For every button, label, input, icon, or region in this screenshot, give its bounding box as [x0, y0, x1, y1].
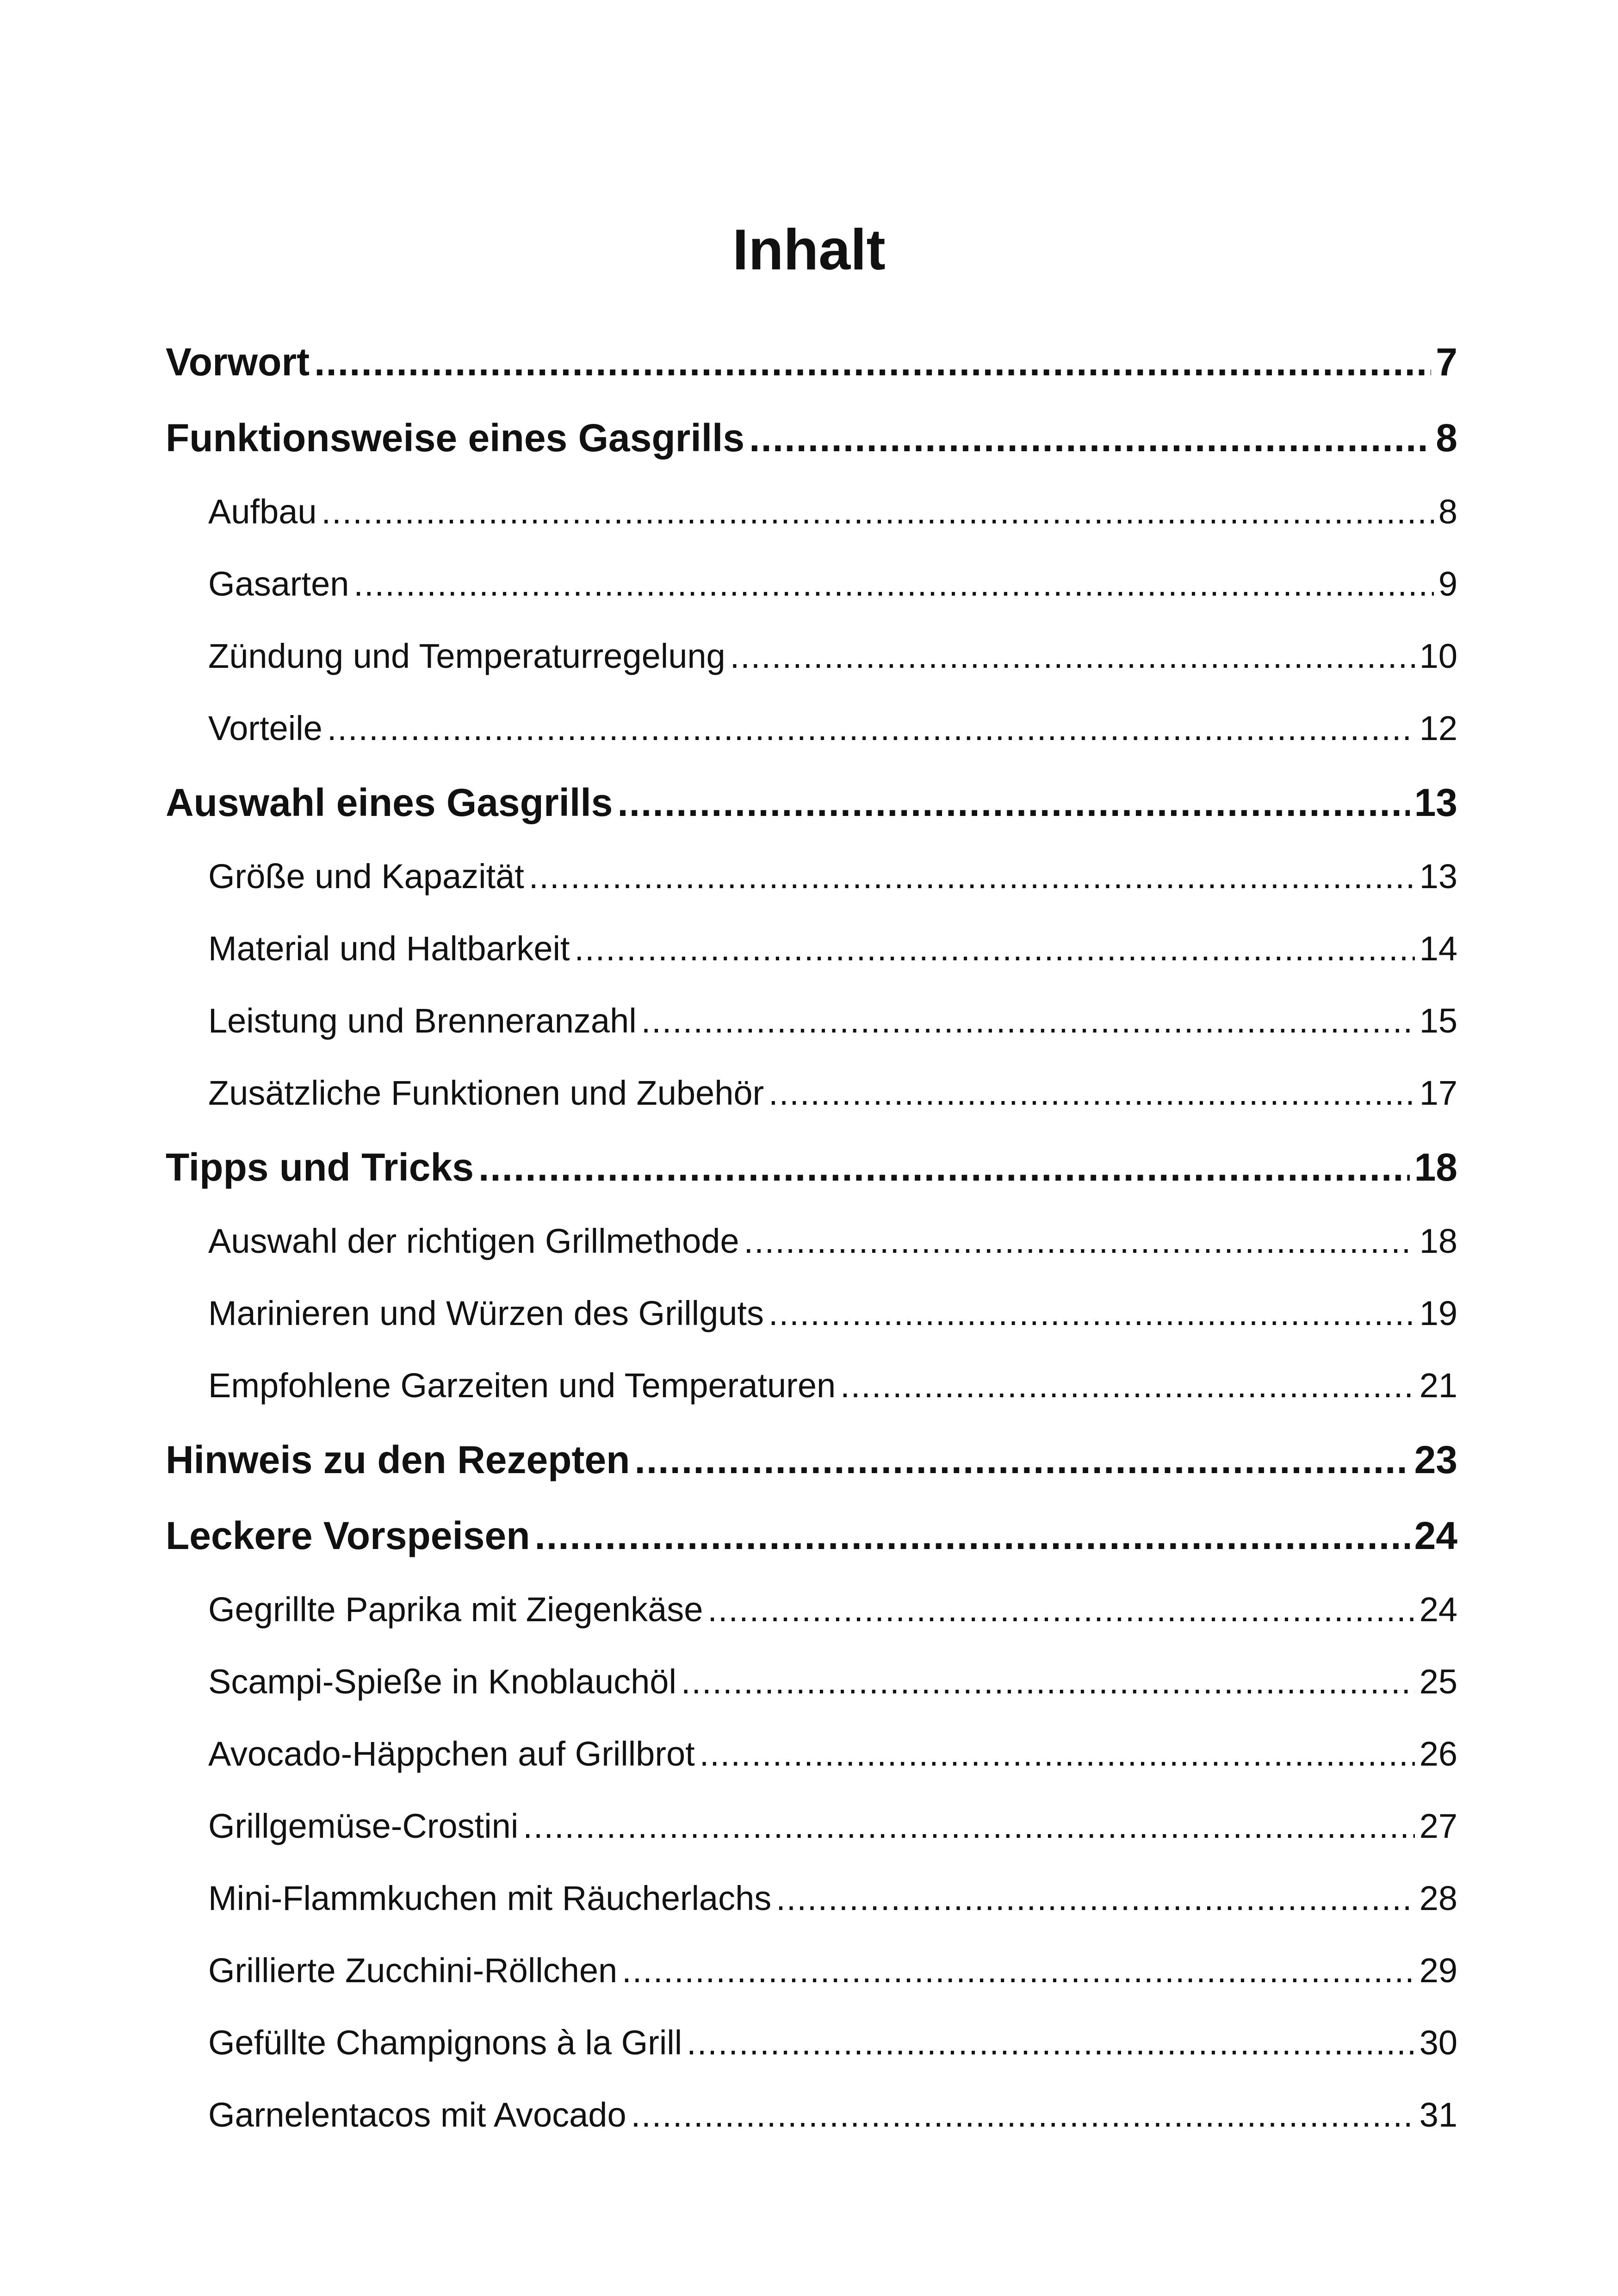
toc-entry-label: Mini-Flammkuchen mit Räucherlachs	[208, 1879, 772, 1917]
toc-page-number: 7	[1436, 340, 1457, 384]
toc-page-number: 25	[1419, 1662, 1457, 1701]
toc-dot-leader	[617, 765, 1409, 840]
toc-dot-leader	[353, 548, 1433, 620]
toc-dot-leader	[840, 1350, 1415, 1422]
toc-dot-leader	[749, 400, 1431, 476]
toc-entry-label: Auswahl eines Gasgrills	[166, 781, 613, 824]
toc-entry-label: Material und Haltbarkeit	[208, 929, 570, 968]
toc-entry-section[interactable]	[166, 1574, 1457, 1646]
toc-dot-leader	[700, 1718, 1415, 1790]
toc-entry-section[interactable]	[166, 913, 1457, 985]
toc-entry-chapter[interactable]	[166, 765, 1457, 840]
toc-entry-label: Avocado-Häppchen auf Grillbrot	[208, 1735, 695, 1773]
toc-entry-label: Zündung und Temperaturregelung	[208, 637, 725, 675]
toc-page-number: 30	[1419, 2023, 1457, 2062]
toc-page-number: 12	[1419, 709, 1457, 747]
toc-dot-leader	[529, 840, 1415, 913]
toc-entry-section[interactable]	[166, 1277, 1457, 1350]
toc-dot-leader	[635, 1422, 1410, 1498]
toc-page-number: 31	[1419, 2096, 1457, 2134]
toc-entry-section[interactable]	[166, 1790, 1457, 1862]
toc-entry-label: Auswahl der richtigen Grillmethode	[208, 1222, 739, 1260]
toc-dot-leader	[478, 1129, 1410, 1205]
toc-dot-leader	[622, 1935, 1415, 2007]
toc-page-number: 24	[1414, 1514, 1457, 1557]
toc-entry-label: Gefüllte Champignons à la Grill	[208, 2023, 682, 2062]
toc-entry-label: Leckere Vorspeisen	[166, 1514, 530, 1557]
toc-entry-section[interactable]	[166, 620, 1457, 692]
toc-entry-section[interactable]	[166, 1057, 1457, 1129]
toc-dot-leader	[641, 985, 1415, 1057]
toc-entry-section[interactable]	[166, 2079, 1457, 2151]
toc-entry-label: Zusätzliche Funktionen und Zubehör	[208, 1074, 764, 1112]
toc-page-number: 17	[1419, 1074, 1457, 1112]
toc-dot-leader	[535, 1498, 1410, 1574]
toc-entry-section[interactable]	[166, 985, 1457, 1057]
toc-dot-leader	[322, 476, 1434, 548]
toc-page-number: 24	[1419, 1590, 1457, 1629]
toc-entry-label: Gasarten	[208, 565, 349, 603]
toc-page-number: 18	[1414, 1145, 1457, 1189]
toc-entry-section[interactable]	[166, 1646, 1457, 1718]
toc-page-number: 27	[1419, 1807, 1457, 1845]
toc-entry-section[interactable]	[166, 548, 1457, 620]
toc-dot-leader	[769, 1057, 1415, 1129]
toc-entry-section[interactable]	[166, 1718, 1457, 1790]
toc-entry-label: Scampi-Spieße in Knoblauchöl	[208, 1662, 676, 1701]
toc-entry-section[interactable]	[166, 1205, 1457, 1277]
toc-entry-label: Leistung und Brenneranzahl	[208, 1002, 637, 1040]
toc-entry-label: Empfohlene Garzeiten und Temperaturen	[208, 1366, 836, 1405]
toc-dot-leader	[574, 913, 1414, 985]
toc-dot-leader	[687, 2007, 1415, 2079]
toc-dot-leader	[327, 692, 1415, 765]
toc-entry-section[interactable]	[166, 840, 1457, 913]
toc-entry-label: Größe und Kapazität	[208, 857, 524, 896]
toc-dot-leader	[707, 1574, 1414, 1646]
toc-page-number: 13	[1419, 857, 1457, 896]
toc-dot-leader	[769, 1277, 1415, 1350]
toc-entry-chapter[interactable]	[166, 400, 1457, 476]
toc-entry-chapter[interactable]	[166, 1129, 1457, 1205]
toc-entry-chapter[interactable]	[166, 1498, 1457, 1574]
toc-entry-section[interactable]	[166, 1350, 1457, 1422]
table-of-contents	[166, 324, 1457, 2151]
toc-dot-leader	[776, 1862, 1414, 1935]
toc-entry-label: Aufbau	[208, 492, 317, 531]
toc-dot-leader	[314, 324, 1431, 400]
toc-entry-label: Gegrillte Paprika mit Ziegenkäse	[208, 1590, 703, 1629]
toc-entry-label: Marinieren und Würzen des Grillguts	[208, 1294, 764, 1332]
toc-page-number: 18	[1419, 1222, 1457, 1260]
toc-entry-label: Vorteile	[208, 709, 322, 747]
toc-dot-leader	[744, 1205, 1415, 1277]
toc-entry-section[interactable]	[166, 2007, 1457, 2079]
toc-entry-section[interactable]	[166, 476, 1457, 548]
toc-page-number: 26	[1419, 1735, 1457, 1773]
toc-dot-leader	[631, 2079, 1415, 2151]
toc-page-number: 8	[1436, 416, 1457, 460]
toc-page-number: 15	[1419, 1002, 1457, 1040]
toc-entry-chapter[interactable]	[166, 1422, 1457, 1498]
toc-page-number: 28	[1419, 1879, 1457, 1917]
toc-entry-label: Hinweis zu den Rezepten	[166, 1438, 630, 1481]
toc-dot-leader	[681, 1646, 1415, 1718]
toc-page-number: 13	[1414, 781, 1457, 824]
toc-page-number: 19	[1419, 1294, 1457, 1332]
toc-page-number: 8	[1438, 492, 1457, 531]
toc-entry-label: Grillierte Zucchini-Röllchen	[208, 1951, 618, 1990]
toc-page-number: 21	[1419, 1366, 1457, 1405]
toc-page-number: 14	[1419, 929, 1457, 968]
toc-page-number: 9	[1438, 565, 1457, 603]
toc-page-number: 29	[1419, 1951, 1457, 1990]
toc-entry-label: Vorwort	[166, 340, 310, 384]
toc-entry-label: Garnelentacos mit Avocado	[208, 2096, 626, 2134]
page-title: Inhalt	[732, 218, 886, 282]
toc-page-number: 23	[1414, 1438, 1457, 1481]
toc-entry-label: Funktionsweise eines Gasgrills	[166, 416, 745, 460]
toc-entry-label: Grillgemüse-Crostini	[208, 1807, 519, 1845]
toc-entry-label: Tipps und Tricks	[166, 1145, 474, 1189]
toc-entry-chapter[interactable]	[166, 324, 1457, 400]
toc-entry-section[interactable]	[166, 1862, 1457, 1935]
toc-entry-section[interactable]	[166, 1935, 1457, 2007]
toc-dot-leader	[730, 620, 1415, 692]
toc-page-number: 10	[1419, 637, 1457, 675]
toc-entry-section[interactable]	[166, 692, 1457, 765]
toc-dot-leader	[523, 1790, 1414, 1862]
